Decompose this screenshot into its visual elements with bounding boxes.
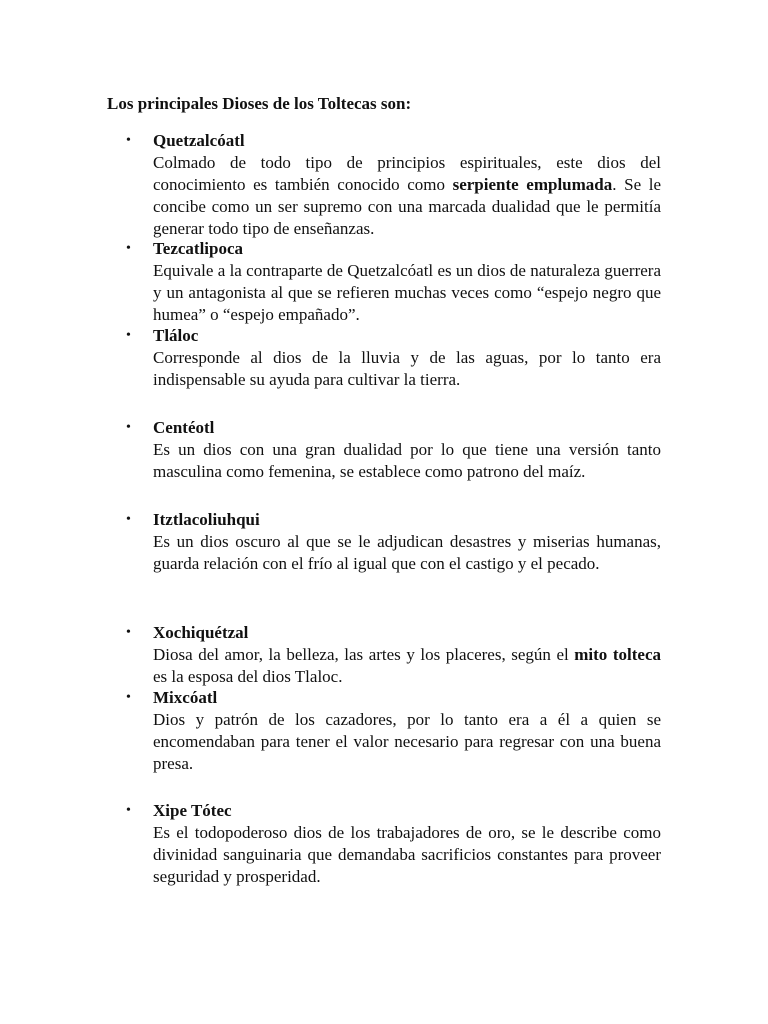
bold-term: mito tolteca bbox=[574, 645, 661, 664]
god-description: Es un dios oscuro al que se le adjudican desastres y miserias humanas, guarda relación con el frío al igual que con el castigo y el pecado. bbox=[153, 532, 661, 573]
bullet-icon: • bbox=[126, 512, 131, 527]
god-description: Equivale a la contraparte de Quetzalcóatl es un dios de naturaleza guerrera y un antagonista al que se refieren muchas veces como “espejo negro que humea” o “espejo empañado”. bbox=[153, 261, 661, 324]
god-name: Itztlacoliuhqui bbox=[153, 510, 260, 529]
god-name: Tezcatlipoca bbox=[153, 239, 244, 258]
god-name: Xipe Tótec bbox=[153, 801, 232, 820]
god-description: Diosa del amor, la belleza, las artes y los placeres, según el mito tolteca es la esposa del dios Tlaloc. bbox=[153, 645, 661, 686]
god-name: Xochiquétzal bbox=[153, 623, 249, 642]
god-description: Corresponde al dios de la lluvia y de las aguas, por lo tanto era indispensable su ayuda para cultivar la tierra. bbox=[153, 348, 661, 389]
bullet-icon: • bbox=[126, 133, 131, 148]
god-description: Dios y patrón de los cazadores, por lo tanto era a él a quien se encomendaban para tener el valor necesario para regresar con una buena presa. bbox=[153, 710, 661, 773]
bullet-icon: • bbox=[126, 241, 131, 256]
god-name: Mixcóatl bbox=[153, 688, 218, 707]
bullet-icon: • bbox=[126, 328, 131, 343]
god-description: Es un dios con una gran dualidad por lo que tiene una versión tanto masculina como femenina, se establece como patrono del maíz. bbox=[153, 440, 661, 481]
bullet-icon: • bbox=[126, 690, 131, 705]
god-description: Es el todopoderoso dios de los trabajadores de oro, se le describe como divinidad sanguinaria que demandaba sacrificios constantes para proveer seguridad y prosperidad. bbox=[153, 823, 661, 886]
bullet-icon: • bbox=[126, 625, 131, 640]
document-heading: Los principales Dioses de los Toltecas son: bbox=[107, 94, 412, 113]
bold-term: serpiente emplumada bbox=[452, 175, 613, 194]
god-name: Centéotl bbox=[153, 418, 215, 437]
god-name: Tláloc bbox=[153, 326, 199, 345]
bullet-icon: • bbox=[126, 803, 131, 818]
god-description: Colmado de todo tipo de principios espirituales, este dios del conocimiento es también conocido como serpiente emplumada. Se le concibe como un ser supremo con una marcada dualidad que le permitía generar todo tipo de enseñanzas. bbox=[153, 153, 661, 238]
god-name: Quetzalcóatl bbox=[153, 131, 245, 150]
bullet-icon: • bbox=[126, 420, 131, 435]
